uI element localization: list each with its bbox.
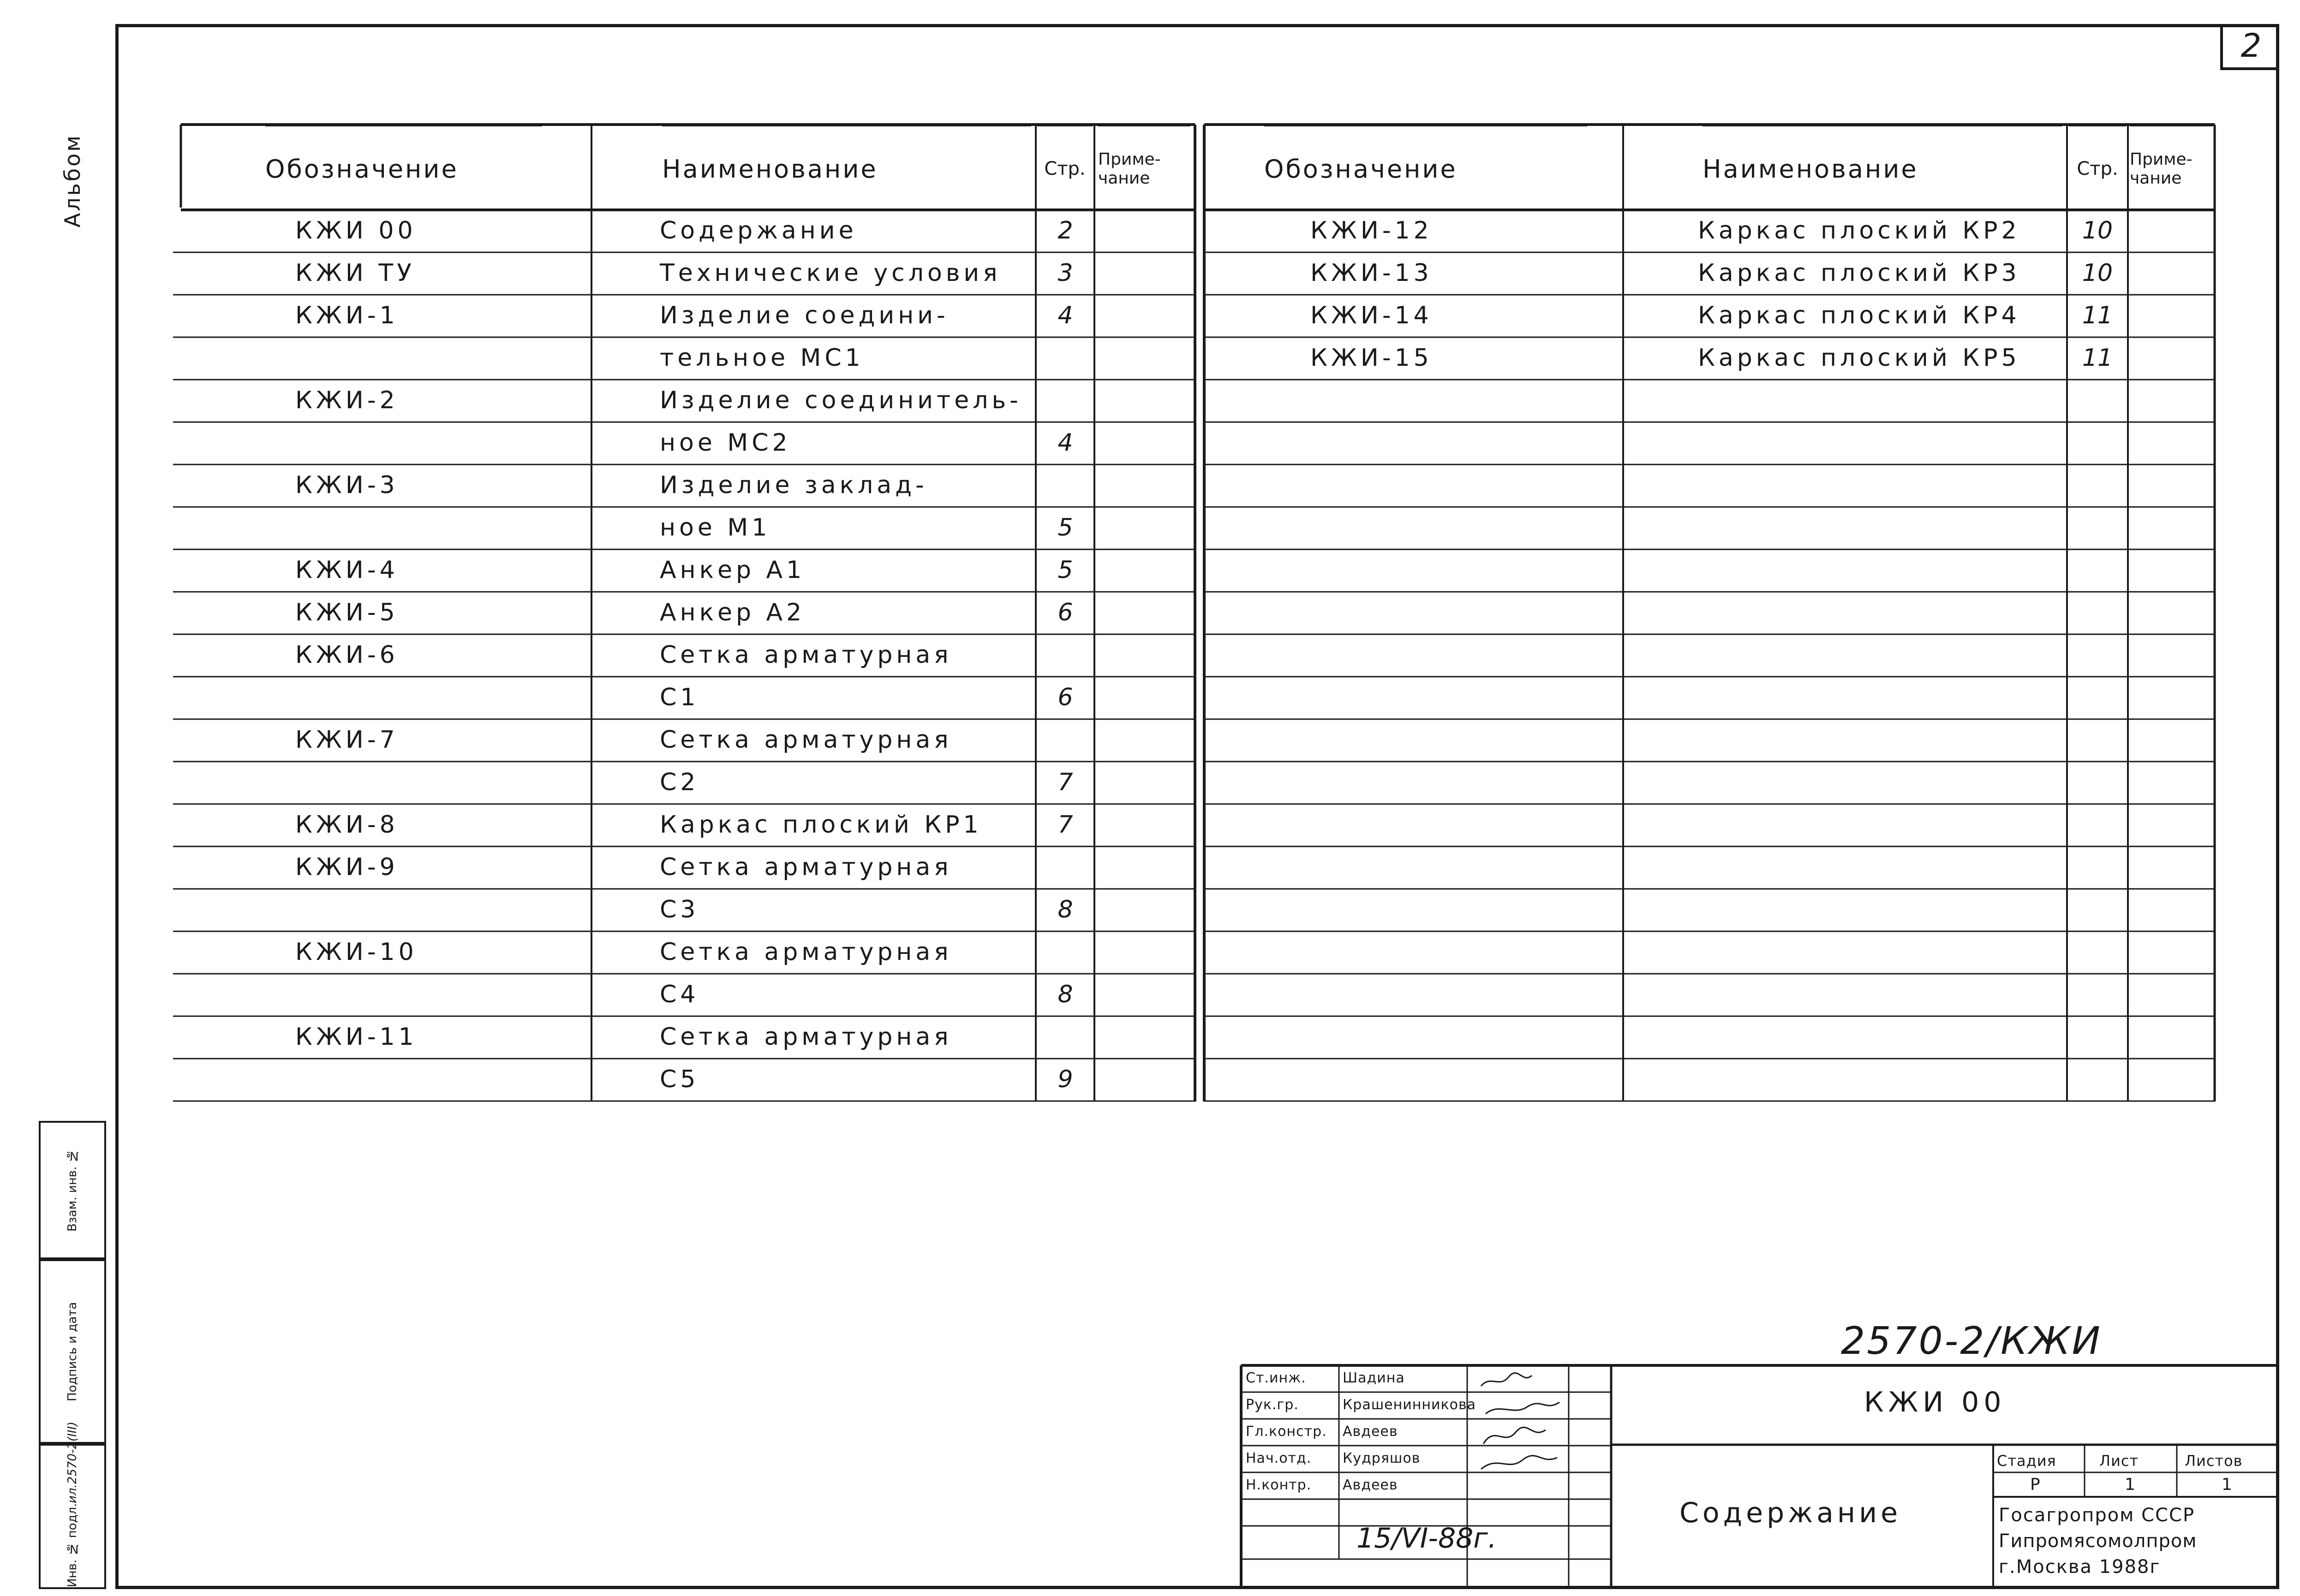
row-page: 11 (2082, 302, 2113, 329)
row-name: С2 (660, 768, 699, 796)
row-name: Сетка арматурная (660, 938, 952, 966)
header-designation-right: Обозначение (1264, 124, 1587, 211)
sheet-value: 1 (2125, 1475, 2136, 1494)
row-name: Сетка арматурная (660, 853, 952, 881)
header-note-left: Приме- чание (1098, 124, 1190, 211)
row-name: Анкер А2 (660, 599, 806, 626)
row-name: Каркас плоский КР5 (1698, 344, 2020, 372)
org-line-3: г.Москва 1988г (1999, 1556, 2161, 1578)
org-line-1: Госагропром СССР (1999, 1505, 2195, 1526)
side-sign-label: Подпись и дата (66, 1302, 79, 1401)
row-name: С5 (660, 1066, 699, 1093)
album-label: Альбом (60, 134, 85, 228)
row-name: С3 (660, 896, 699, 923)
row-page: 5 (1057, 556, 1073, 584)
row-designation: КЖИ-14 (1310, 302, 1433, 329)
side-inv-label: Инв. № подл. (66, 1503, 79, 1587)
row-page: 6 (1057, 599, 1073, 626)
title-block-role: Гл.констр. (1246, 1423, 1327, 1440)
row-designation: КЖИ-8 (295, 811, 399, 839)
title-block-role: Н.контр. (1246, 1477, 1312, 1493)
row-designation: КЖИ-2 (295, 387, 399, 414)
row-name: Сетка арматурная (660, 641, 952, 669)
header-designation-left: Обозначение (265, 124, 542, 211)
header-note-right: Приме- чание (2130, 124, 2213, 211)
row-page: 4 (1057, 302, 1073, 329)
row-name: тельное МС1 (660, 344, 864, 372)
title-block-name: Кудряшов (1343, 1450, 1421, 1466)
row-page: 6 (1057, 684, 1073, 711)
title-block-name: Авдеев (1343, 1423, 1398, 1440)
doc-title: Содержание (1679, 1497, 1902, 1529)
row-name: Сетка арматурная (660, 726, 952, 754)
row-designation: КЖИ-15 (1310, 344, 1433, 372)
row-page: 8 (1057, 981, 1073, 1008)
doc-code: КЖИ 00 (1864, 1386, 2006, 1418)
row-name: С4 (660, 981, 699, 1008)
title-block-name: Шадина (1343, 1370, 1405, 1386)
row-designation: КЖИ-4 (295, 556, 399, 584)
header-name-right: Наименование (1703, 124, 2062, 211)
sheets-label: Листов (2185, 1452, 2243, 1470)
row-page: 9 (1057, 1066, 1073, 1093)
row-page: 7 (1057, 811, 1073, 839)
row-name: ное МС2 (660, 429, 791, 457)
row-designation: КЖИ-1 (295, 302, 399, 329)
row-designation: КЖИ-11 (295, 1023, 418, 1051)
row-name: Каркас плоский КР3 (1698, 259, 2020, 287)
row-designation: КЖИ-12 (1310, 217, 1433, 244)
title-block-name: Крашенинникова (1343, 1397, 1476, 1413)
row-designation: КЖИ-3 (295, 471, 399, 499)
header-name-left: Наименование (662, 124, 1031, 211)
side-vzam (39, 1121, 106, 1259)
row-name: Анкер А1 (660, 556, 806, 584)
title-block-role: Нач.отд. (1246, 1450, 1312, 1466)
row-designation: КЖИ-10 (295, 938, 418, 966)
row-designation: КЖИ-5 (295, 599, 399, 626)
row-name: Каркас плоский КР4 (1698, 302, 2020, 329)
row-page: 2 (1057, 217, 1073, 244)
row-name: ное М1 (660, 514, 771, 542)
row-page: 3 (1057, 259, 1073, 287)
row-name: Каркас плоский КР1 (660, 811, 982, 839)
row-name: Технические условия (660, 259, 1001, 287)
title-block-role: Рук.гр. (1246, 1397, 1299, 1413)
row-page: 11 (2082, 344, 2113, 372)
row-name: Сетка арматурная (660, 1023, 952, 1051)
sheet-number: 2 (2220, 24, 2279, 70)
row-designation: КЖИ-13 (1310, 259, 1433, 287)
side-inv-value: ил.2570-2(III) (66, 1421, 79, 1503)
row-name: Каркас плоский КР2 (1698, 217, 2020, 244)
org-line-2: Гипромясомолпром (1999, 1530, 2197, 1552)
project-code: 2570-2/КЖИ (1841, 1319, 2102, 1363)
signatures (1472, 1370, 1569, 1476)
stage-label: Стадия (1997, 1452, 2056, 1470)
sheets-value: 1 (2222, 1475, 2233, 1494)
signing-date: 15/VI-88г. (1356, 1522, 1497, 1554)
row-designation: КЖИ 00 (295, 217, 417, 244)
title-block-role: Ст.инж. (1246, 1370, 1306, 1386)
row-page: 8 (1057, 896, 1073, 923)
side-sign (39, 1259, 106, 1444)
row-name: Изделие заклад- (660, 471, 928, 499)
row-page: 5 (1057, 514, 1073, 542)
title-block-name: Авдеев (1343, 1477, 1398, 1493)
sheet-label: Лист (2099, 1452, 2139, 1470)
side-inv (39, 1421, 106, 1589)
row-name: Содержание (660, 217, 857, 244)
stage-value: Р (2030, 1475, 2041, 1494)
header-page-right: Стр. (2069, 124, 2126, 211)
side-vzam-label: Взам. инв. № (66, 1149, 79, 1232)
row-name: Изделие соединитель- (660, 387, 1022, 414)
row-page: 7 (1057, 768, 1073, 796)
row-designation: КЖИ-6 (295, 641, 399, 669)
row-page: 10 (2082, 217, 2113, 244)
row-name: Изделие соедини- (660, 302, 949, 329)
row-page: 10 (2082, 259, 2113, 287)
row-designation: КЖИ ТУ (295, 259, 415, 287)
row-designation: КЖИ-7 (295, 726, 399, 754)
header-page-left: Стр. (1037, 124, 1093, 211)
row-name: С1 (660, 684, 699, 711)
row-designation: КЖИ-9 (295, 853, 399, 881)
row-page: 4 (1057, 429, 1073, 457)
